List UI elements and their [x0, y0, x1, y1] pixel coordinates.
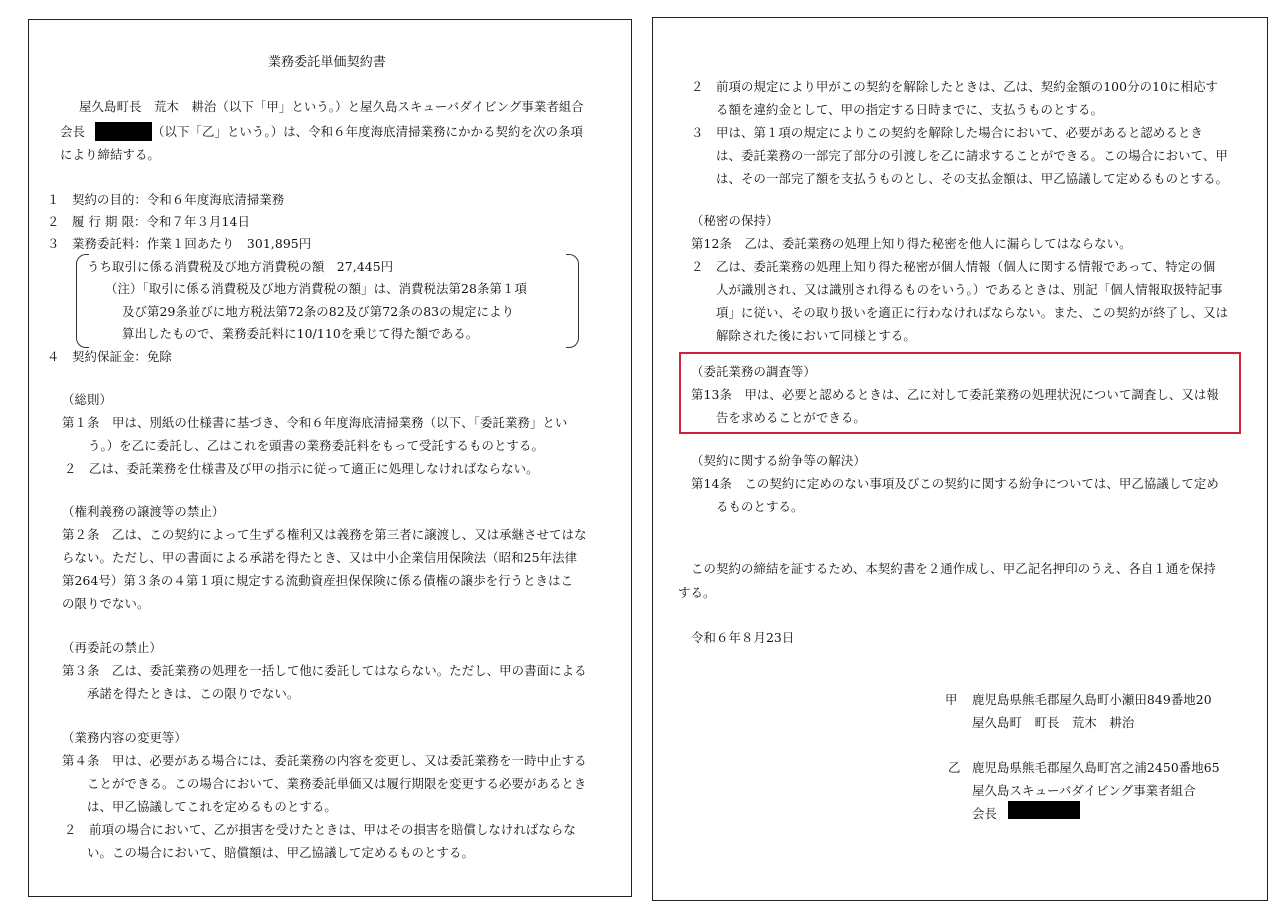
- intro-line-1: 屋久島町長 荒木 耕治（以下「甲」という。）と屋久島スキューバダイビング事業者組合: [79, 99, 584, 114]
- tax-line-1: うち取引に係る消費税及び地方消費税の額 27,445円: [87, 259, 394, 274]
- tax-line-4: 算出したもので、業務委託料に10/110を乗じて得た額である。: [122, 326, 479, 341]
- article-1-line-3: ２ 乙は、委託業務を仕様書及び甲の指示に従って適正に処理しなければならない。: [64, 461, 539, 476]
- section-heading-change: （業務内容の変更等）: [62, 730, 187, 745]
- article-14-line-2: るものとする。: [716, 499, 804, 514]
- article-4-line-1: 第４条 甲は、必要がある場合には、委託業務の内容を変更し、又は委託業務を一時中止する: [62, 753, 587, 768]
- article-11-item-2-line-1: ２ 前項の規定により甲がこの契約を解除したときは、乙は、契約金額の100分の10に相応す: [691, 79, 1219, 94]
- article-4-line-5: い。この場合において、賠償額は、甲乙協議して定めるものとする。: [87, 845, 474, 860]
- section-heading-subcontract: （再委託の禁止）: [62, 640, 162, 655]
- article-4-line-4: ２ 前項の場合において、乙が損害を受けたときは、甲はその損害を賠償しなければならな: [64, 822, 576, 837]
- article-12-line-1: 第12条 乙は、委託業務の処理上知り得た秘密を他人に漏らしてはならない。: [691, 236, 1132, 251]
- article-3-line-1: 第３条 乙は、委託業務の処理を一括して他に委託してはならない。ただし、甲の書面による: [62, 663, 587, 678]
- section-heading-transfer: （権利義務の譲渡等の禁止）: [62, 504, 225, 519]
- party-b-org: 屋久島スキューバダイビング事業者組合: [972, 783, 1196, 798]
- article-2-line-4: の限りでない。: [62, 596, 150, 611]
- item-4: ４ 契約保証金：免除: [47, 349, 172, 364]
- party-a-name: 屋久島町 町長 荒木 耕治: [972, 715, 1135, 730]
- article-13-line-1: 第13条 甲は、必要と認めるときは、乙に対して委託業務の処理状況について調査し、又は報: [691, 387, 1219, 402]
- section-heading-inspection: （委託業務の調査等）: [691, 364, 816, 379]
- article-11-item-3-line-3: は、その一部完了額を支払うものとし、その支払金額は、甲乙協議して定めるものとする。: [716, 171, 1229, 186]
- party-a-mark: 甲: [945, 692, 958, 707]
- redaction-bar: [95, 122, 152, 141]
- item-2: ２ 履 行 期 限：令和７年３月14日: [47, 214, 250, 229]
- section-heading-confidentiality: （秘密の保持）: [691, 213, 779, 228]
- article-2-line-3: 第264号）第３条の４第１項に規定する流動資産担保保険に係る債権の譲歩を行うときはこ: [62, 573, 574, 588]
- article-12-line-4: 項」に従い、その取り扱いを適正に行わなければならない。また、この契約が終了し、又は: [716, 305, 1229, 320]
- article-1-line-2: う。）を乙に委託し、乙はこれを頭書の業務委託料をもって受託するものとする。: [88, 438, 544, 453]
- article-12-line-3: 人が識別され、又は識別され得るものをいう。）であるときは、別記「個人情報取扱特記事: [716, 282, 1223, 297]
- contract-date: 令和６年８月23日: [691, 630, 795, 645]
- article-11-item-2-line-2: る額を違約金として、甲の指定する日時までに、支払うものとする。: [716, 102, 1103, 117]
- party-b-address: 鹿児島県熊毛郡屋久島町宮之浦2450番地65: [972, 760, 1220, 775]
- party-b-mark: 乙: [948, 760, 961, 775]
- article-14-line-1: 第14条 この契約に定めのない事項及びこの契約に関する紛争については、甲乙協議して定め: [691, 476, 1219, 491]
- closing-line-1: この契約の締結を証するため、本契約書を２通作成し、甲乙記名押印のうえ、各自１通を保持: [691, 561, 1216, 576]
- party-b-role: 会長: [972, 806, 997, 821]
- section-heading-disputes: （契約に関する紛争等の解決）: [691, 453, 866, 468]
- bracket-right: [566, 254, 579, 348]
- article-4-line-2: ことができる。この場合において、業務委託単価又は履行期限を変更する必要があるとき: [87, 776, 587, 791]
- redaction-bar: [1008, 801, 1080, 819]
- closing-line-2: する。: [678, 585, 716, 600]
- item-1: １ 契約の目的：令和６年度海底清掃業務: [47, 192, 285, 207]
- article-11-item-3-line-2: は、委託業務の一部完了部分の引渡しを乙に請求することができる。この場合において、甲: [716, 148, 1228, 163]
- tax-line-3: 及び第29条並びに地方税法第72条の82及び第72条の83の規定により: [122, 304, 515, 319]
- intro-line-3: により締結する。: [60, 147, 160, 162]
- article-13-line-2: 告を求めることができる。: [716, 410, 866, 425]
- article-12-line-2: ２ 乙は、委託業務の処理上知り得た秘密が個人情報（個人に関する情報であって、特定の個: [691, 259, 1216, 274]
- article-11-item-3-line-1: ３ 甲は、第１項の規定によりこの契約を解除した場合において、必要があると認めるとき: [691, 125, 1203, 140]
- article-2-line-2: らない。ただし、甲の書面による承諾を得たとき、又は中小企業信用保険法（昭和25年法律: [62, 550, 578, 565]
- article-2-line-1: 第２条 乙は、この契約によって生ずる権利又は義務を第三者に譲渡し、又は承継させてはな: [62, 527, 587, 542]
- article-1-line-1: 第１条 甲は、別紙の仕様書に基づき、令和６年度海底清掃業務（以下、「委託業務」とい: [62, 415, 568, 430]
- intro-line-2-label: 会長: [60, 124, 85, 139]
- intro-line-2: （以下「乙」という。）は、令和６年度海底清掃業務にかかる契約を次の条項: [152, 124, 583, 139]
- party-a-address: 鹿児島県熊毛郡屋久島町小瀬田849番地20: [972, 692, 1212, 707]
- article-4-line-3: は、甲乙協議してこれを定めるものとする。: [87, 799, 337, 814]
- article-3-line-2: 承諾を得たときは、この限りでない。: [87, 686, 300, 701]
- tax-line-2: （注）「取引に係る消費税及び地方消費税の額」は、消費税法第28条第１項: [105, 281, 527, 296]
- section-heading-general: （総則）: [62, 392, 112, 407]
- article-12-line-5: 解除された後において同様とする。: [716, 328, 916, 343]
- item-3: ３ 業務委託料：作業１回あたり 301,895円: [47, 236, 312, 251]
- document-title: 業務委託単価契約書: [268, 55, 386, 70]
